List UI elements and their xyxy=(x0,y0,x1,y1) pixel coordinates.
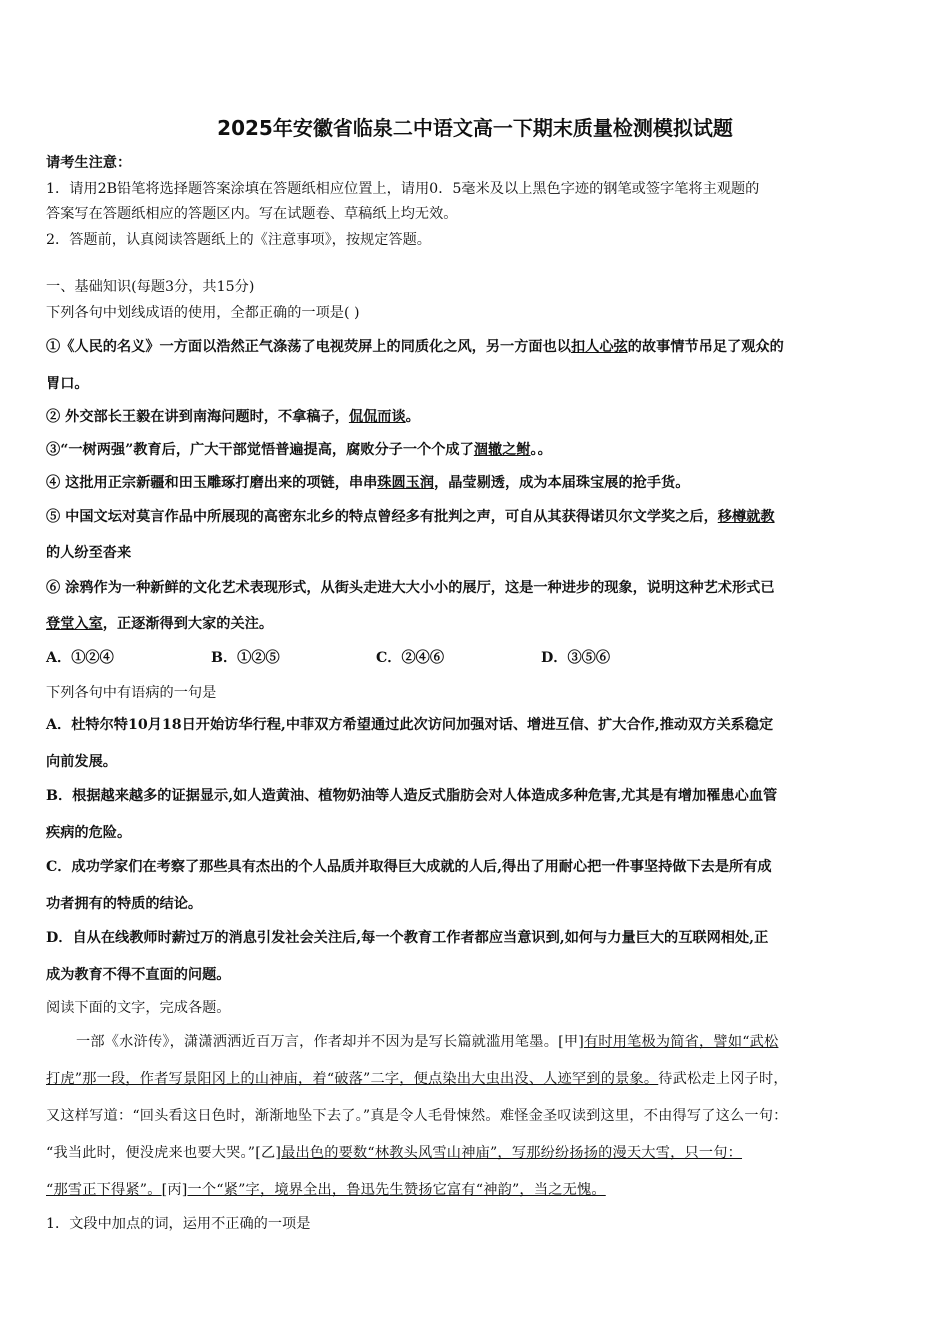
sentence-text: ② 外交部长王毅在讲到南海问题时，不拿稿子， xyxy=(46,409,349,425)
q1-option-a: A．①②④ xyxy=(46,650,114,666)
q1-sentence-5 xyxy=(46,506,775,526)
sentence-text: ，晶莹剔透，成为本届珠宝展的抢手货。 xyxy=(434,475,690,491)
underlined-passage: 有时用笔极为简省，譬如“武松 xyxy=(583,1034,779,1050)
underlined-passage: “那雪正下得紧”。 xyxy=(46,1182,162,1198)
underlined-passage: 最出色的要数“林教头风雪山神庙”，写那纷纷扬扬的漫天大雪，只一句： xyxy=(281,1145,743,1161)
q2-option-b: B．根据越来越多的证据显示,如人造黄油、植物奶油等人造反式脂肪会对人体造成多种危害,尤其是有增加罹患心血管 xyxy=(46,788,778,804)
notice-heading: 请考生注意： xyxy=(46,155,132,171)
passage-text: 一部《水浒传》，潇潇洒洒近百万言，作者却并不因为是写长篇就滥用笔墨。[甲] xyxy=(76,1034,584,1050)
passage-line-4 xyxy=(46,1142,742,1162)
underlined-passage: 一个“紧”字，境界全出，鲁迅先生赞扬它富有“神韵”，当之无愧。 xyxy=(187,1182,606,1198)
reading-intro: 阅读下面的文字，完成各题。 xyxy=(46,1000,231,1016)
sentence-text: ，正逐渐得到大家的关注。 xyxy=(102,616,274,632)
underlined-idiom: 登堂入室 xyxy=(46,616,103,632)
passage-line-1 xyxy=(76,1031,778,1051)
q1-sentence-4 xyxy=(46,472,689,492)
page-title: 2025年安徽省临泉二中语文高一下期末质量检测模拟试题 xyxy=(217,116,733,140)
underlined-passage: 打虎”那一段，作者写景阳冈上的山神庙，着“破落”二字，便点染出大虫出没、人迹罕到的景象。 xyxy=(46,1071,659,1087)
q2-option-c: C．成功学家们在考察了那些具有杰出的个人品质并取得巨大成就的人后,得出了用耐心把一件事坚持做下去是所有成 xyxy=(46,859,772,875)
sentence-text: ⑤ 中国文坛对莫言作品中所展现的高密东北乡的特点曾经多有批判之声，可自从其获得诺贝尔文学奖之后， xyxy=(46,509,718,525)
sentence-text: 。 xyxy=(405,409,420,425)
sentence-text: ①《人民的名义》一方面以浩然正气涤荡了电视荧屏上的同质化之风，另一方面也以 xyxy=(46,339,571,355)
q2-stem: 下列各句中有语病的一句是 xyxy=(46,685,217,701)
q1-option-b: B．①②⑤ xyxy=(211,650,280,666)
q1-stem: 下列各句中划线成语的使用，全都正确的一项是( ) xyxy=(46,305,360,321)
underlined-idiom: 涸辙之鲋 xyxy=(473,442,531,458)
passage-text: 待武松走上冈子时， xyxy=(658,1071,788,1087)
q2-option-a: A．杜特尔特10月18日开始访华行程,中菲双方希望通过此次访问加强对话、增进互信、扩大合作,推动双方关系稳定 xyxy=(46,717,774,733)
reading-question-1: 1．文段中加点的词，运用不正确的一项是 xyxy=(46,1216,311,1232)
q1-sentence-6-cont xyxy=(46,613,273,633)
sentence-text: ④ 这批用正宗新疆和田玉雕琢打磨出来的项链，串串 xyxy=(46,475,378,491)
q1-sentence-1-cont: 胃口。 xyxy=(46,376,89,392)
passage-line-2 xyxy=(46,1068,788,1088)
q1-option-d: D．③⑤⑥ xyxy=(541,650,611,666)
q2-option-d-cont: 成为教育不得不直面的问题。 xyxy=(46,967,231,983)
passage-line-5 xyxy=(46,1179,606,1199)
q1-sentence-5-cont: 的人纷至沓来 xyxy=(46,545,132,561)
sentence-text: ③“一树两强”教育后，广大干部觉悟普遍提高，腐败分子一个个成了 xyxy=(46,442,474,458)
passage-line-3: 又这样写道：“回头看这日色时，渐渐地坠下去了。”真是令人毛骨悚然。难怪金圣叹读到这里，不由得写了这么一句： xyxy=(46,1108,788,1124)
underlined-idiom: 移樽就教 xyxy=(717,509,775,525)
q2-option-a-cont: 向前发展。 xyxy=(46,754,117,770)
section-heading: 一、基础知识(每题3分，共15分) xyxy=(46,279,255,295)
underlined-idiom: 珠圆玉润 xyxy=(377,475,435,491)
q1-sentence-6: ⑥ 涂鸦作为一种新鲜的文化艺术表现形式，从街头走进大大小小的展厅，这是一种进步的现象，说明这种艺术形式已 xyxy=(46,580,775,596)
q1-sentence-2 xyxy=(46,406,420,426)
passage-text: “我当此时，便没虎来也要大哭。”[乙] xyxy=(46,1145,282,1161)
sentence-text: 的故事情节吊足了观众的 xyxy=(627,339,784,355)
q1-option-c: C．②④⑥ xyxy=(376,650,445,666)
q1-sentence-1 xyxy=(46,336,784,356)
notice-line-1: 1．请用2B铅笔将选择题答案涂填在答题纸相应位置上，请用0．5毫米及以上黑色字迹的钢笔或签字笔将主观题的 xyxy=(46,181,760,197)
underlined-idiom: 扣人心弦 xyxy=(570,339,628,355)
passage-text: [丙] xyxy=(161,1182,188,1198)
notice-line-3: 2．答题前，认真阅读答题纸上的《注意事项》，按规定答题。 xyxy=(46,232,431,248)
notice-line-2: 答案写在答题纸相应的答题区内。写在试题卷、草稿纸上均无效。 xyxy=(46,206,458,222)
q2-option-c-cont: 功者拥有的特质的结论。 xyxy=(46,896,203,912)
sentence-text: 。。 xyxy=(530,442,552,458)
q2-option-d: D．自从在线教师时薪过万的消息引发社会关注后,每一个教育工作者都应当意识到,如何与力量巨大的互联网相处,正 xyxy=(46,930,769,946)
q1-sentence-3 xyxy=(46,439,552,459)
q2-option-b-cont: 疾病的危险。 xyxy=(46,825,132,841)
underlined-idiom: 侃侃而谈 xyxy=(348,409,406,425)
